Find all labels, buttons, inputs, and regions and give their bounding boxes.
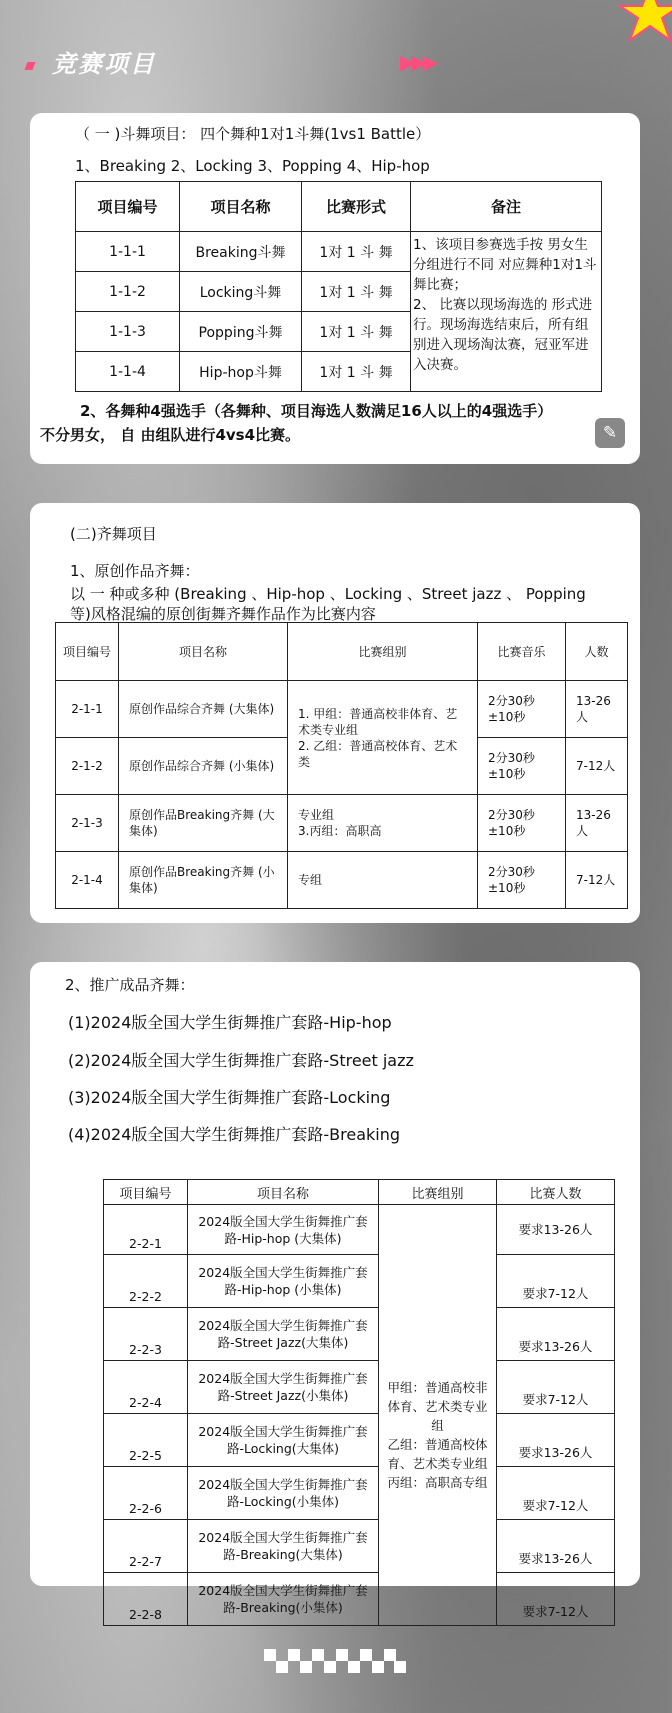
- cell-count: 要求7-12人: [497, 1361, 615, 1414]
- cell-code: 2-1-1: [56, 681, 119, 738]
- cell-format: 1对 1 斗 舞: [302, 312, 411, 352]
- table-header: [76, 182, 602, 232]
- table-row: [104, 1255, 615, 1308]
- star-icon: [610, 0, 672, 46]
- col-header: 比赛组别: [288, 623, 478, 681]
- cell-code: 2-1-2: [56, 738, 119, 795]
- cell-group: 专组: [288, 852, 478, 909]
- cell-music: 2分30秒±10秒: [478, 795, 566, 852]
- table-row: [56, 852, 628, 909]
- table-row: [104, 1205, 615, 1255]
- cell-count: 要求13-26人: [497, 1308, 615, 1361]
- header: [0, 0, 672, 110]
- cell-code: 2-1-4: [56, 852, 119, 909]
- cell-count: 13-26人: [566, 681, 628, 738]
- col-header: 项目编号: [104, 1180, 188, 1205]
- cell-name: Breaking斗舞: [180, 232, 302, 272]
- page-title: 竞赛项目: [52, 50, 156, 78]
- cell-music: 2分30秒±10秒: [478, 738, 566, 795]
- routine-item: (4)2024版全国大学生街舞推广套路-Breaking: [68, 1125, 401, 1144]
- battle-table: [75, 181, 602, 392]
- original-works-table: [55, 622, 628, 909]
- cell-group: 甲组：普通高校非体育、艺术类专业组 乙组：普通高校体育、艺术类专业组 丙组：高职高专组: [379, 1205, 497, 1626]
- col-header: 人数: [566, 623, 628, 681]
- cell-count: 13-26人: [566, 795, 628, 852]
- table-row: [104, 1520, 615, 1573]
- col-header: 比赛人数: [497, 1180, 615, 1205]
- cell-code: 2-2-1: [104, 1205, 188, 1255]
- title-accent: [25, 62, 36, 70]
- col-header: 备注: [411, 182, 602, 232]
- cell-format: 1对 1 斗 舞: [302, 272, 411, 312]
- routine-item: (3)2024版全国大学生街舞推广套路-Locking: [68, 1088, 391, 1107]
- cell-name: 2024版全国大学生街舞推广套路-Street Jazz(大集体): [188, 1308, 379, 1361]
- col-header: 项目名称: [188, 1180, 379, 1205]
- col-header: 项目编号: [56, 623, 119, 681]
- cell-count: 要求7-12人: [497, 1255, 615, 1308]
- cell-name: 2024版全国大学生街舞推广套路-Breaking(小集体): [188, 1573, 379, 1626]
- section3-heading: 2、推广成品齐舞：: [65, 976, 195, 994]
- table-row: [76, 232, 602, 272]
- section2-desc: 等)风格混编的原创街舞齐舞作品作为比赛内容: [70, 605, 376, 623]
- cell-code: 1-1-4: [76, 352, 180, 392]
- cell-code: 2-2-6: [104, 1467, 188, 1520]
- arrows-icon: ▶▶▶: [400, 50, 435, 74]
- cell-code: 2-2-3: [104, 1308, 188, 1361]
- cell-count: 7-12人: [566, 852, 628, 909]
- col-header: 项目名称: [180, 182, 302, 232]
- col-header: 项目编号: [76, 182, 180, 232]
- cell-name: 2024版全国大学生街舞推广套路-Hip-hop (小集体): [188, 1255, 379, 1308]
- col-header: 比赛形式: [302, 182, 411, 232]
- cell-group: 1. 甲组：普通高校非体育、艺术类专业组 2. 乙组：普通高校体育、艺术类: [288, 681, 478, 795]
- cell-code: 2-1-3: [56, 795, 119, 852]
- section2-subheading: 1、原创作品齐舞：: [70, 562, 200, 580]
- table-header: [56, 623, 628, 681]
- cell-code: 2-2-4: [104, 1361, 188, 1414]
- promo-dance-card: [30, 962, 640, 1622]
- cell-count: 7-12人: [566, 738, 628, 795]
- cell-code: 2-2-5: [104, 1414, 188, 1467]
- table-row: [104, 1308, 615, 1361]
- cell-count: 要求7-12人: [497, 1467, 615, 1520]
- cell-note: 1、该项目参赛选手按 男女生分组进行不同 对应舞种1对1斗舞比赛； 2、 比赛以现场海选的 形式进行。现场海选结束后，所有组别进入现场淘汰赛，冠亚军进入决赛。: [411, 232, 602, 392]
- table-row: [104, 1467, 615, 1520]
- cell-code: 1-1-3: [76, 312, 180, 352]
- cell-count: 要求7-12人: [497, 1573, 615, 1626]
- cell-name: 2024版全国大学生街舞推广套路-Locking(大集体): [188, 1414, 379, 1467]
- cell-code: 1-1-2: [76, 272, 180, 312]
- col-header: 比赛音乐: [478, 623, 566, 681]
- cell-name: 2024版全国大学生街舞推广套路-Hip-hop (大集体): [188, 1205, 379, 1255]
- cell-format: 1对 1 斗 舞: [302, 232, 411, 272]
- cell-count: 要求13-26人: [497, 1414, 615, 1467]
- cell-music: 2分30秒±10秒: [478, 681, 566, 738]
- cell-name: Hip-hop斗舞: [180, 352, 302, 392]
- cell-name: 原创作品综合齐舞 (大集体): [119, 681, 288, 738]
- table-row: [104, 1573, 615, 1626]
- cell-group: 专业组 3.丙组：高职高: [288, 795, 478, 852]
- battle-card: [30, 113, 640, 464]
- table-row: [56, 795, 628, 852]
- routine-item: (1)2024版全国大学生街舞推广套路-Hip-hop: [68, 1013, 392, 1032]
- cell-name: 2024版全国大学生街舞推广套路-Breaking(大集体): [188, 1520, 379, 1573]
- cell-count: 要求13-26人: [497, 1520, 615, 1573]
- cell-name: Popping斗舞: [180, 312, 302, 352]
- cell-name: 2024版全国大学生街舞推广套路-Locking(小集体): [188, 1467, 379, 1520]
- magic-wand-icon[interactable]: ✎: [595, 418, 625, 448]
- cell-music: 2分30秒±10秒: [478, 852, 566, 909]
- checker-pattern: [264, 1649, 406, 1673]
- cell-name: Locking斗舞: [180, 272, 302, 312]
- routine-item: (2)2024版全国大学生街舞推广套路-Street jazz: [68, 1051, 414, 1070]
- table-row: [104, 1361, 615, 1414]
- section1-subheading: 1、Breaking 2、Locking 3、Popping 4、Hip-hop: [75, 157, 430, 175]
- table-row: [56, 681, 628, 738]
- section1-heading: （ 一 )斗舞项目： 四个舞种1对1斗舞(1vs1 Battle）: [75, 125, 431, 143]
- cell-code: 1-1-1: [76, 232, 180, 272]
- promo-routine-table: [103, 1179, 615, 1626]
- cell-name: 原创作品Breaking齐舞 (大集体): [119, 795, 288, 852]
- cell-code: 2-2-2: [104, 1255, 188, 1308]
- col-header: 比赛组别: [379, 1180, 497, 1205]
- cell-name: 2024版全国大学生街舞推广套路-Street Jazz(小集体): [188, 1361, 379, 1414]
- cell-format: 1对 1 斗 舞: [302, 352, 411, 392]
- group-dance-card: [30, 503, 640, 923]
- col-header: 项目名称: [119, 623, 288, 681]
- table-row: [104, 1414, 615, 1467]
- section2-heading: (二)齐舞项目: [70, 525, 157, 543]
- cell-code: 2-2-7: [104, 1520, 188, 1573]
- cell-count: 要求13-26人: [497, 1205, 615, 1255]
- paragraph-line: 不分男女， 自 由组队进行4vs4比赛。: [40, 426, 301, 444]
- cell-code: 2-2-8: [104, 1573, 188, 1626]
- table-header: [104, 1180, 615, 1205]
- cell-name: 原创作品综合齐舞 (小集体): [119, 738, 288, 795]
- paragraph-line: 2、各舞种4强选手（各舞种、项目海选人数满足16人以上的4强选手）: [80, 402, 553, 420]
- section2-desc: 以 一 种或多种 (Breaking 、Hip-hop 、Locking 、Street jazz 、 Popping: [70, 585, 586, 603]
- cell-name: 原创作品Breaking齐舞 (小集体): [119, 852, 288, 909]
